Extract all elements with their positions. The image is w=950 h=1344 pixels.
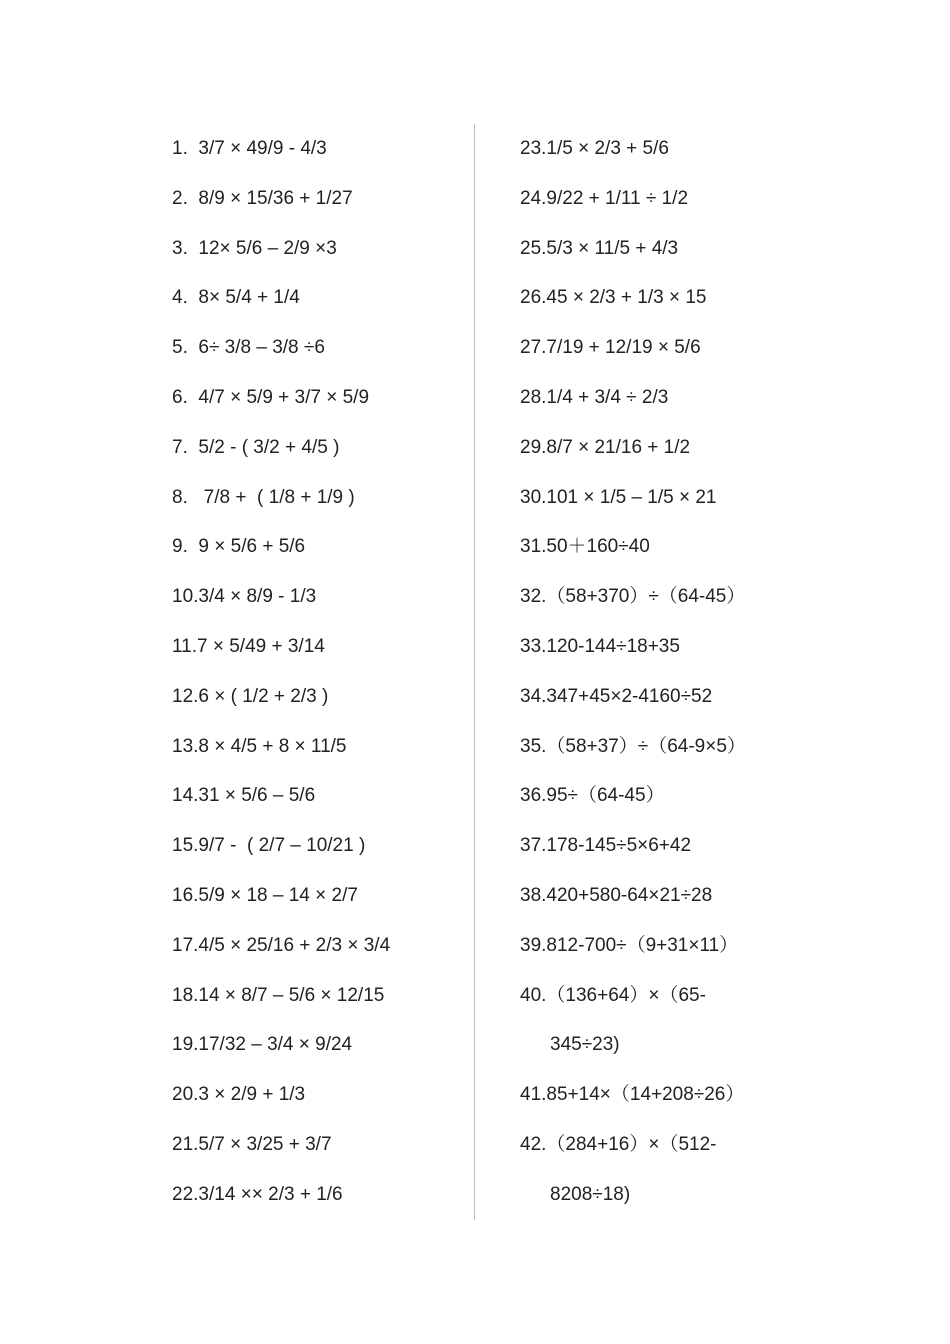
problem-28: 28.1/4 + 3/4 ÷ 2/3 bbox=[520, 386, 669, 408]
problem-29: 29.8/7 × 21/16 + 1/2 bbox=[520, 436, 691, 458]
problem-15: 15.9/7 - ( 2/7 – 10/21 ) bbox=[172, 835, 366, 857]
problem-26: 26.45 × 2/3 + 1/3 × 15 bbox=[520, 287, 707, 309]
problem-12: 12.6 × ( 1/2 + 2/3 ) bbox=[172, 685, 329, 707]
problem-30: 30.101 × 1/5 – 1/5 × 21 bbox=[520, 486, 717, 508]
problem-40-continuation: 345÷23) bbox=[550, 1034, 620, 1056]
problem-7: 7. 5/2 - ( 3/2 + 4/5 ) bbox=[172, 436, 340, 458]
problem-20: 20.3 × 2/9 + 1/3 bbox=[172, 1084, 306, 1106]
right-problem-column bbox=[520, 137, 820, 1233]
problem-14: 14.31 × 5/6 – 5/6 bbox=[172, 785, 316, 807]
problem-35: 35.（58+37）÷（64-9×5） bbox=[520, 735, 746, 757]
problem-37: 37.178-145÷5×6+42 bbox=[520, 835, 692, 857]
problem-34: 34.347+45×2-4160÷52 bbox=[520, 685, 713, 707]
problem-39: 39.812-700÷（9+31×11） bbox=[520, 934, 739, 956]
problem-3: 3. 12× 5/6 – 2/9 ×3 bbox=[172, 237, 337, 259]
problem-38: 38.420+580-64×21÷28 bbox=[520, 884, 713, 906]
problem-23: 23.1/5 × 2/3 + 5/6 bbox=[520, 138, 669, 159]
problem-19: 19.17/32 – 3/4 × 9/24 bbox=[172, 1034, 353, 1056]
problem-2: 2. 8/9 × 15/36 + 1/27 bbox=[172, 187, 353, 209]
problem-6: 6. 4/7 × 5/9 + 3/7 × 5/9 bbox=[172, 386, 370, 408]
problem-33: 33.120-144÷18+35 bbox=[520, 635, 680, 657]
problem-5: 5. 6÷ 3/8 – 3/8 ÷6 bbox=[172, 337, 325, 359]
column-divider bbox=[474, 124, 475, 1220]
problem-24: 24.9/22 + 1/11 ÷ 1/2 bbox=[520, 187, 689, 209]
problem-21: 21.5/7 × 3/25 + 3/7 bbox=[172, 1133, 332, 1155]
problem-9: 9. 9 × 5/6 + 5/6 bbox=[172, 536, 306, 558]
problem-18: 18.14 × 8/7 – 5/6 × 12/15 bbox=[172, 984, 385, 1006]
problem-42-continuation: 8208÷18) bbox=[550, 1183, 631, 1205]
problem-41: 41.85+14×（14+208÷26） bbox=[520, 1084, 745, 1106]
problem-27: 27.7/19 + 12/19 × 5/6 bbox=[520, 337, 701, 359]
problem-16: 16.5/9 × 18 – 14 × 2/7 bbox=[172, 884, 358, 906]
problem-11: 11.7 × 5/49 + 3/14 bbox=[172, 635, 325, 657]
problem-36: 36.95÷（64-45） bbox=[520, 785, 665, 807]
problem-42: 42.（284+16）×（512- bbox=[520, 1133, 717, 1155]
problem-32: 32.（58+370）÷（64-45） bbox=[520, 586, 746, 608]
left-problem-column bbox=[172, 137, 462, 1233]
problem-8: 8. 7/8 + ( 1/8 + 1/9 ) bbox=[172, 486, 355, 508]
problem-25: 25.5/3 × 11/5 + 4/3 bbox=[520, 237, 679, 259]
problem-4: 4. 8× 5/4 + 1/4 bbox=[172, 287, 300, 309]
problem-31: 31.50＋160÷40 bbox=[520, 536, 650, 558]
problem-13: 13.8 × 4/5 + 8 × 11/5 bbox=[172, 735, 347, 757]
problem-40: 40.（136+64）×（65- bbox=[520, 984, 706, 1006]
problem-17: 17.4/5 × 25/16 + 2/3 × 3/4 bbox=[172, 934, 391, 956]
problem-1: 1. 3/7 × 49/9 - 4/3 bbox=[172, 138, 327, 159]
problem-22: 22.3/14 ×× 2/3 + 1/6 bbox=[172, 1183, 343, 1205]
problem-10: 10.3/4 × 8/9 - 1/3 bbox=[172, 586, 317, 608]
